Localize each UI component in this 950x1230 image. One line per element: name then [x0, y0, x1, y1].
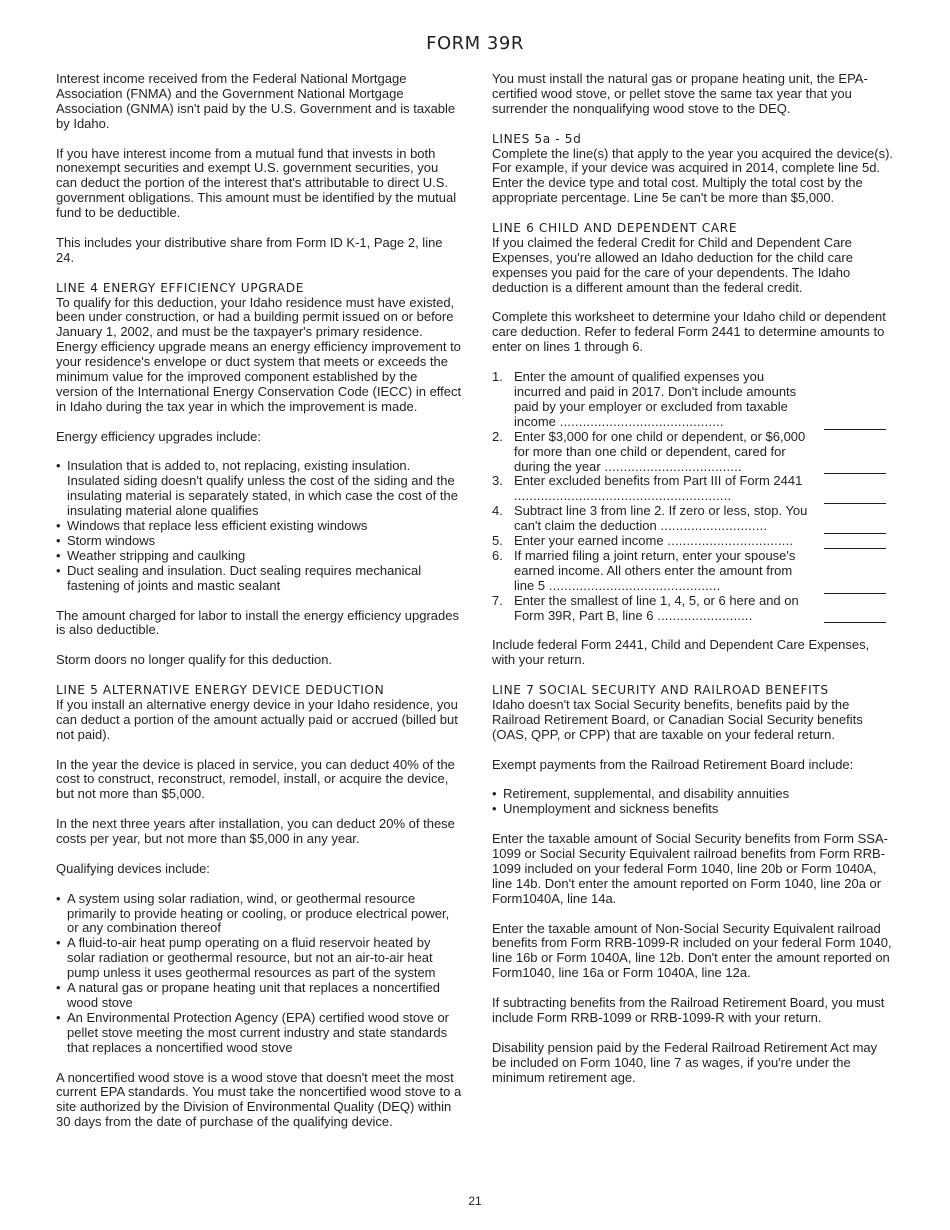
worksheet-line-number: 2.	[492, 428, 503, 444]
section-body-line5: If you install an alternative energy device in your Idaho residence, you can deduct a portion of the amount actually paid or accrued (billed but not paid).	[56, 696, 458, 742]
list-item: • Insulation that is added to, not replacing, existing insulation. Insulated siding doesn't qualify unless the cost of the siding and the insulating material is separately stated, in which case the cost of the insulating material alone qualifies	[56, 459, 462, 519]
list-item: • Windows that replace less efficient existing windows	[56, 519, 462, 534]
section-heading-line5: LINE 5 ALTERNATIVE ENERGY DEVICE DEDUCTION	[56, 683, 385, 698]
paragraph-worksheet-intro: Complete this worksheet to determine your Idaho child or dependent care deduction. Refer to federal Form 2441 to determine amounts to enter on lines 1 through 6.	[492, 309, 886, 355]
worksheet-line-text: Enter the amount of qualified expenses you incurred and paid in 2017. Don't include amounts paid by your employer or excluded from taxable income	[514, 369, 797, 429]
paragraph-labor: The amount charged for labor to install the energy efficiency upgrades is also deductible.	[56, 607, 459, 638]
worksheet	[492, 370, 894, 623]
paragraph-rrb-include: If subtracting benefits from the Railroad Retirement Board, you must include Form RRB-1099 or RRB-1099-R with your return.	[492, 995, 885, 1025]
list-item: • Retirement, supplemental, and disability annuities	[492, 787, 894, 802]
page-number: 21	[468, 1194, 482, 1208]
section-body-lines5a-5d: Complete the line(s) that apply to the year you acquired the device(s). For example, if your device was acquired in 2014, complete line 5d. Enter the device type and total cost. Multiply the total cost by the appropriate percentage. Line 5e can't be more than $5,000.	[492, 145, 894, 206]
worksheet-line-number: 3.	[492, 473, 503, 489]
worksheet-line	[492, 534, 894, 549]
worksheet-line-text: Enter the smallest of line 1, 4, 5, or 6 here and on Form 39R, Part B, line 6	[514, 592, 799, 623]
upgrades-list	[56, 459, 462, 593]
section-line6	[492, 221, 894, 296]
worksheet-line	[492, 430, 894, 475]
leader-dots: ............................	[656, 518, 768, 534]
upgrades-intro: Energy efficiency upgrades include:	[56, 428, 261, 444]
section-body-line4: To qualify for this deduction, your Idaho residence must have existed, been under construction, or had a building permit issued on or before January 1, 2002, and must be the taxpayer's primary residence. Energy efficiency upgrade means an energy efficiency improvement to your residence's envelope or duct system that meets or exceeds the minimum value for the improved component established by the version of the International Energy Conservation Code (IECC) in effect in Idaho during the tax year in which the improvement is made.	[56, 294, 462, 414]
list-item: • A system using solar radiation, wind, or geothermal resource primarily to provide heating or cooling, or produce electrical power, or any combination thereof	[56, 892, 462, 937]
paragraph-first-year: In the year the device is placed in service, you can deduct 40% of the cost to construct, reconstruct, remodel, install, or acquire the device, but not more than $5,000.	[56, 756, 455, 802]
worksheet-line	[492, 504, 894, 534]
left-column	[56, 72, 462, 1145]
section-line7	[492, 683, 894, 743]
paragraph-noncertified: A noncertified wood stove is a wood stove that doesn't meet the most current EPA standards. You must take the noncertified wood stove to a site authorized by the Division of Environmental Quality (DEQ) within 30 days from the date of purchase of the qualifying device.	[56, 1069, 462, 1130]
worksheet-line-text: If married filing a joint return, enter your spouse's earned income. All others enter the amount from line 5	[514, 547, 796, 593]
worksheet-line	[492, 474, 894, 504]
section-heading-line4: LINE 4 ENERGY EFFICIENCY UPGRADE	[56, 280, 305, 295]
worksheet-line-text: Enter your earned income	[514, 533, 664, 549]
worksheet-line-text: Subtract line 3 from line 2. If zero or less, stop. You can't claim the deduction	[514, 503, 808, 534]
leader-dots: ....................................	[600, 458, 742, 474]
paragraph-disability-pension: Disability pension paid by the Federal Railroad Retirement Act may be included on Form 1040, line 7 as wages, if you're under the minimum retirement age.	[492, 1039, 878, 1085]
paragraph-ss-taxable: Enter the taxable amount of Social Security benefits from Form SSA-1099 or Social Security Equivalent railroad benefits from Form RRB-1099 included on your federal Form 1040, line 20b or Form 1040A, line 14b. Don't enter the amount reported on Form 1040, line 20a or Form1040A, line 14a.	[492, 831, 888, 906]
entry-line[interactable]	[824, 621, 886, 623]
list-item: • An Environmental Protection Agency (EPA) certified wood stove or pellet stove meeting the most current industry and state standards that replaces a noncertified wood stove	[56, 1011, 462, 1056]
leader-dots: .........................	[653, 607, 753, 623]
list-item: • A natural gas or propane heating unit that replaces a noncertified wood stove	[56, 981, 462, 1011]
leader-dots: .............................................	[545, 577, 721, 593]
paragraph-fnma: Interest income received from the Federal National Mortgage Association (FNMA) and the Government National Mortgage Association (GNMA) isn't paid by the U.S. Government and is taxable by Idaho.	[56, 71, 456, 131]
worksheet-line-number: 4.	[492, 503, 503, 519]
paragraph-install: You must install the natural gas or propane heating unit, the EPA-certified wood stove, or pellet stove the same tax year that you surrender the nonqualifying wood stove to the DEQ.	[492, 71, 868, 116]
worksheet-line-text: Enter $3,000 for one child or dependent, or $6,000 for more than one child or dependent, cared for during the year	[514, 428, 806, 474]
section-lines5a-5d	[492, 132, 894, 207]
paragraph-form2441: Include federal Form 2441, Child and Dependent Care Expenses, with your return.	[492, 637, 870, 668]
section-heading-line7: LINE 7 SOCIAL SECURITY AND RAILROAD BENEFITS	[492, 683, 829, 698]
section-heading-line6: LINE 6 CHILD AND DEPENDENT CARE	[492, 221, 738, 236]
paragraph-distributive-share: This includes your distributive share from Form ID K-1, Page 2, line 24.	[56, 234, 443, 265]
worksheet-line-number: 7.	[492, 592, 503, 608]
section-body-line6: If you claimed the federal Credit for Child and Dependent Care Expenses, you're allowed an Idaho deduction for the child care expenses you paid for the care of your dependents. The Idaho deduction is a different amount than the federal credit.	[492, 234, 853, 295]
worksheet-line	[492, 549, 894, 594]
exempt-list	[492, 787, 894, 817]
devices-intro: Qualifying devices include:	[56, 860, 210, 876]
section-line4	[56, 281, 462, 415]
worksheet-line-number: 5.	[492, 533, 503, 549]
page-title: FORM 39R	[426, 33, 524, 54]
paragraph-mutual-fund: If you have interest income from a mutual fund that invests in both nonexempt securities and exempt U.S. government securities, you can deduct the portion of the interest that's attributable to direct U.S. government obligations. This amount must be identified by the mutual fund to be deductible.	[56, 145, 457, 221]
leader-dots: ...........................................	[555, 413, 724, 429]
list-item: • Duct sealing and insulation. Duct sealing requires mechanical fastening of joints and mastic sealant	[56, 564, 462, 594]
section-heading-lines5a-5d: LINES 5a - 5d	[492, 131, 582, 146]
list-item: • A fluid-to-air heat pump operating on a fluid reservoir heated by solar radiation or geothermal resource, but not an air-to-air heat pump unless it uses geothermal resources as part of the system	[56, 936, 462, 981]
section-body-line7: Idaho doesn't tax Social Security benefits, benefits paid by the Railroad Retirement Board, or Canadian Social Security benefits (OAS, QPP, or CPP) that are taxable on your federal return.	[492, 696, 863, 742]
worksheet-line	[492, 370, 894, 430]
worksheet-line-number: 1.	[492, 369, 503, 385]
paragraph-storm-doors: Storm doors no longer qualify for this deduction.	[56, 652, 333, 668]
list-item: • Weather stripping and caulking	[56, 549, 462, 564]
worksheet-line-text: Enter excluded benefits from Part III of Form 2441	[514, 473, 803, 489]
exempt-intro: Exempt payments from the Railroad Retirement Board include:	[492, 756, 854, 772]
devices-list	[56, 892, 462, 1056]
leader-dots: .................................	[663, 533, 794, 549]
worksheet-line-number: 6.	[492, 547, 503, 563]
leader-dots: .........................................................	[514, 488, 732, 504]
section-line5	[56, 683, 462, 743]
paragraph-non-ss-taxable: Enter the taxable amount of Non-Social Security Equivalent railroad benefits from Form RRB-1099-R included on your federal Form 1040, line 16b or Form 1040A, line 12b. Don't enter the amount reported on Form1040, line 16a or Form 1040A, line 12a.	[492, 920, 892, 981]
list-item: • Storm windows	[56, 534, 462, 549]
worksheet-line	[492, 594, 894, 624]
right-column	[492, 72, 894, 1100]
list-item: • Unemployment and sickness benefits	[492, 802, 894, 817]
paragraph-next-years: In the next three years after installation, you can deduct 20% of these costs per year, but not more than $5,000 in any year.	[56, 816, 455, 847]
